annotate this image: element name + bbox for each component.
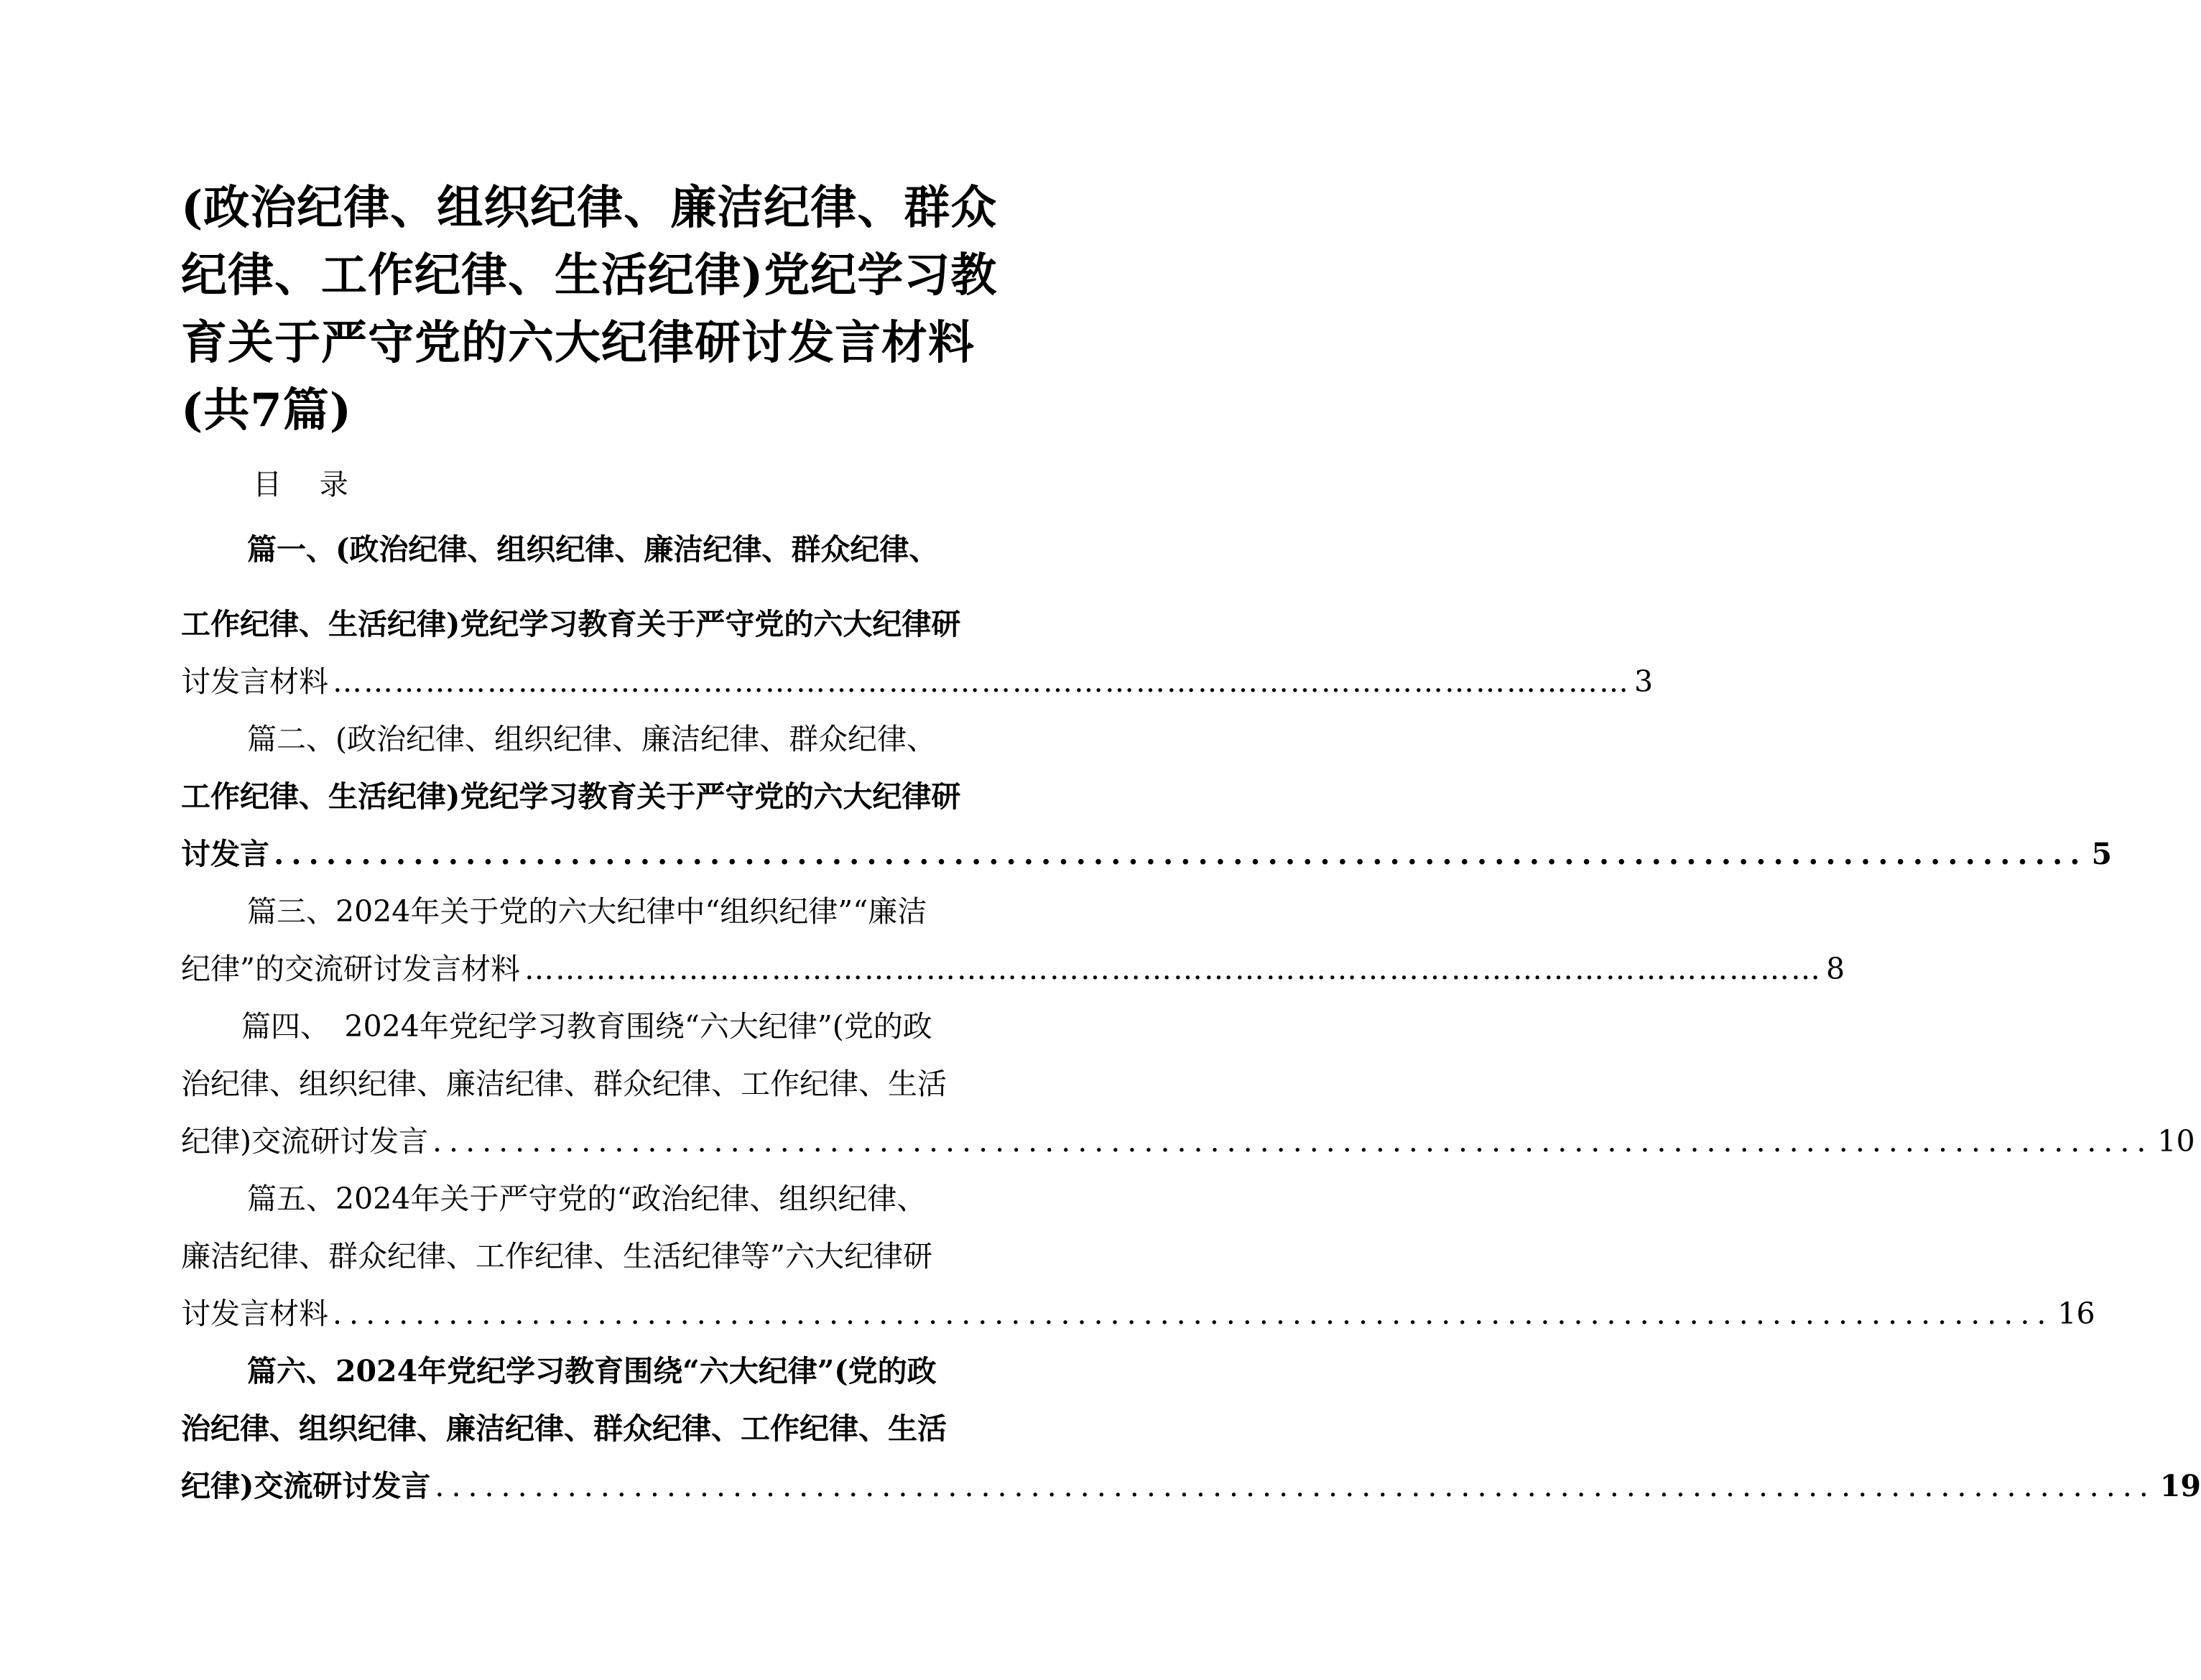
toc-entry-line: 篇六、2024年党纪学习教育围绕“六大纪律”(党的政 bbox=[247, 1354, 937, 1388]
toc-entry-last-line: 纪律)交流研讨发言 bbox=[181, 1124, 428, 1159]
document-title: (政治纪律、组织纪律、廉洁纪律、群众纪律、工作纪律、生活纪律)党纪学习教育关于严守党的六大纪律研讨发言材料(共7篇) bbox=[181, 181, 998, 437]
toc-page-number: 19 bbox=[2159, 1469, 2201, 1503]
toc-entry-last-line: 讨发言 bbox=[181, 837, 269, 871]
toc-entry-line: 工作纪律、生活纪律)党纪学习教育关于严守党的六大纪律研 bbox=[181, 607, 961, 641]
toc-entry-1[interactable] bbox=[181, 521, 1654, 710]
toc-entry-3[interactable] bbox=[181, 883, 1845, 998]
toc-entry-6[interactable] bbox=[181, 1342, 2201, 1515]
toc-heading: 目 录 bbox=[253, 468, 348, 501]
table-of-contents bbox=[181, 521, 2201, 1515]
toc-entry-last-line: 讨发言材料 bbox=[181, 664, 328, 699]
toc-entry-line: 廉洁纪律、群众纪律、工作纪律、生活纪律等”六大纪律研 bbox=[181, 1239, 932, 1273]
toc-entry-line: 治纪律、组织纪律、廉洁纪律、群众纪律、工作纪律、生活 bbox=[181, 1411, 947, 1446]
toc-entry-line: 篇三、2024年关于党的六大纪律中“组织纪律”“廉洁 bbox=[247, 894, 927, 929]
toc-page-number: 16 bbox=[2057, 1296, 2095, 1331]
toc-page-number: 10 bbox=[2157, 1124, 2195, 1159]
toc-entry-line: 篇四、 2024年党纪学习教育围绕“六大纪律”(党的政 bbox=[241, 1009, 932, 1044]
toc-page-number: 8 bbox=[1825, 952, 1845, 986]
toc-entry-last-line: 纪律)交流研讨发言 bbox=[181, 1469, 431, 1503]
toc-entry-line: 治纪律、组织纪律、廉洁纪律、群众纪律、工作纪律、生活 bbox=[181, 1067, 947, 1101]
toc-entry-last-line: 纪律”的交流研讨发言材料 bbox=[181, 952, 520, 986]
dot-leader: ……………………………………………………………………………………………………………… bbox=[333, 664, 1630, 699]
toc-entry-2[interactable] bbox=[181, 710, 2113, 883]
dot-leader: ........................................................................................................ bbox=[274, 837, 2088, 871]
dot-leader: ……………………………………………………………………………………………………………… bbox=[524, 952, 1822, 986]
toc-entry-last-line: 讨发言材料 bbox=[181, 1296, 328, 1331]
toc-page-number: 3 bbox=[1634, 664, 1654, 699]
toc-entry-line: 篇五、2024年关于严守党的“政治纪律、组织纪律、 bbox=[247, 1182, 927, 1216]
toc-entry-line: 篇二、(政治纪律、组织纪律、廉洁纪律、群众纪律、 bbox=[247, 722, 936, 756]
toc-page-number: 5 bbox=[2091, 837, 2113, 871]
dot-leader: ........................................................................................................ bbox=[432, 1124, 2154, 1159]
dot-leader: ........................................................................................................ bbox=[333, 1296, 2054, 1331]
toc-entry-line: 篇一、(政治纪律、组织纪律、廉洁纪律、群众纪律、 bbox=[247, 532, 939, 567]
toc-entry-5[interactable] bbox=[181, 1170, 2095, 1342]
dot-leader: ........................................................................................................ bbox=[435, 1469, 2156, 1503]
toc-entry-4[interactable] bbox=[181, 998, 2195, 1170]
toc-entry-line: 工作纪律、生活纪律)党纪学习教育关于严守党的六大纪律研 bbox=[181, 779, 961, 814]
